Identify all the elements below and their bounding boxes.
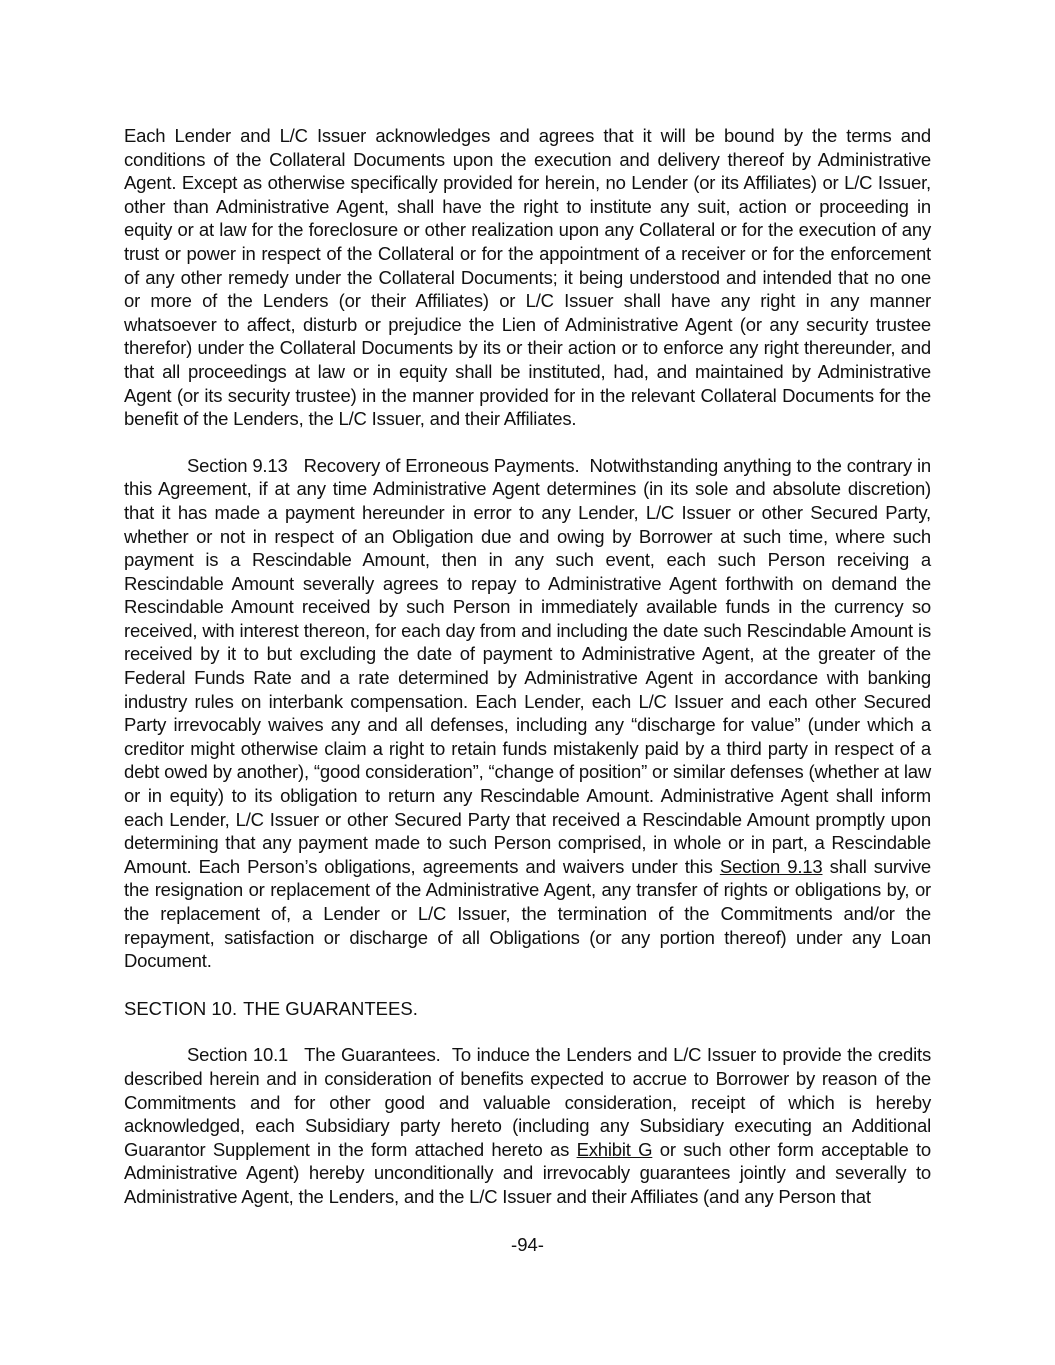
section-10-heading-title: THE GUARANTEES.: [243, 997, 418, 1019]
section-9-13-number: Section 9.13: [187, 454, 288, 476]
section-9-13-body-start: Notwithstanding anything to the contrary in this Agreement, if at any time Administrative Agent determines (in its sole and absolute discretion) that it has made a payment hereunder in error to any Lender, L/C Issuer or other Secured Party, whether or not in respect of an Obligation due and owing by Borrower at such time, where such payment is a Rescindable Amount, then in any such event, each such Person receiving a Rescindable Amount severally agrees to repay to Administrative Agent forthwith on demand the Rescindable Amount received by such Person in immediately available funds in the currency so received, with interest thereon, for each day from and including the date such Rescindable Amount is received by it to but excluding the date of payment to Administrative Agent, at the greater of the Federal Funds Rate and a rate determined by Administrative Agent in accordance with banking industry rules on interbank compensation. Each Lender, each L/C Issuer and each other Secured Party irrevocably waives any and all defenses, including any “discharge for value” (under which a creditor might otherwise claim a right to retain funds mistakenly paid by a third party in respect of a debt owed by another), “good consideration”, “change of position” or similar defenses (whether at law or in equity) to its obligation to return any Rescindable Amount. Administrative Agent shall inform each Lender, L/C Issuer or other Secured Party that received a Rescindable Amount promptly upon determining that any payment made to such Person comprised, in whole or in part, a Rescindable Amount. Each Person’s obligations, agreements and waivers under this: [124, 454, 931, 877]
section-10-1-body-end: or such other form acceptable to Administrative Agent) hereby unconditionally and irrevocably guarantees jointly and severally to Administrative Agent, the Lenders, and the L/C Issuer and their Affiliates (and any Person that: [124, 1138, 931, 1207]
page-number: -94-: [511, 1234, 544, 1255]
document-page: [124, 124, 931, 1209]
section-10-1-body-start: To induce the Lenders and L/C Issuer to provide the credits described herein and in consideration of benefits expected to accrue to Borrower by reason of the Commitments and for other good and valuable consideration, receipt of which is hereby acknowledged, each Subsidiary party hereto (including any Subsidiary executing an Additional Guarantor Supplement in the form attached hereto as: [124, 1044, 931, 1160]
section-9-13-paragraph: [124, 454, 931, 973]
section-10-heading: [124, 997, 931, 1021]
section-10-heading-number: SECTION 10.: [124, 997, 238, 1019]
collateral-documents-paragraph: Each Lender and L/C Issuer acknowledges and agrees that it will be bound by the terms and conditions of the Collateral Documents upon the execution and delivery thereof by Administrative Agent. Except as otherwise specifically provided for herein, no Lender (or its Affiliates) or L/C Issuer, other than Administrative Agent, shall have the right to institute any suit, action or proceeding in equity or at law for the foreclosure or other realization upon any Collateral or for the execution of any trust or power in respect of the Collateral or for the appointment of a receiver or for the enforcement of any other remedy under the Collateral Documents; it being understood and intended that no one or more of the Lenders (or their Affiliates) or L/C Issuer shall have any right in any manner whatsoever to affect, disturb or prejudice the Lien of Administrative Agent (or any security trustee therefor) under the Collateral Documents by its or their action or to enforce any right thereunder, and that all proceedings at law or in equity shall be instituted, had, and maintained by Administrative Agent (or its security trustee) in the manner provided for in the relevant Collateral Documents for the benefit of the Lenders, the L/C Issuer, and their Affiliates.: [124, 125, 931, 430]
section-9-13-cross-reference-link[interactable]: Section 9.13: [719, 855, 823, 877]
section-9-13-body-end: shall survive the resignation or replacement of the Administrative Agent, any transfer of rights or obligations by, or the replacement of, a Lender or L/C Issuer, the termination of the Commitments and/or the repayment, satisfaction or discharge of all Obligations (or any portion thereof) under any Loan Document.: [124, 855, 931, 972]
exhibit-g-link[interactable]: Exhibit G: [576, 1138, 653, 1160]
section-10-1-number: Section 10.1: [187, 1044, 289, 1066]
section-9-13-title: Recovery of Erroneous Payments.: [303, 454, 580, 476]
section-10-1-title: The Guarantees.: [304, 1044, 441, 1066]
section-10-1-paragraph: [124, 1043, 931, 1208]
